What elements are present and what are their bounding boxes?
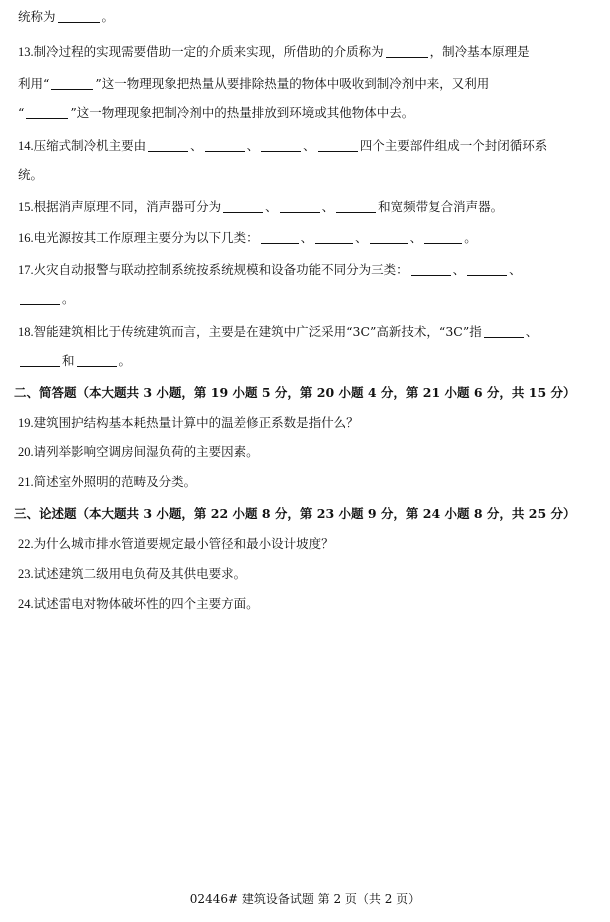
question-text: 。 xyxy=(118,353,132,368)
answer-blank[interactable] xyxy=(26,105,68,119)
separator: 、 xyxy=(300,230,314,245)
question-number: 16. xyxy=(18,231,34,245)
answer-blank[interactable] xyxy=(315,230,353,244)
question-13-line-3 xyxy=(18,104,596,122)
separator: 、 xyxy=(452,262,466,277)
separator: 、 xyxy=(321,199,335,214)
question-number: 24. xyxy=(18,597,34,611)
answer-blank[interactable] xyxy=(318,138,358,152)
section-heading-essay xyxy=(14,505,596,523)
question-text: 电光源按其工作原理主要分为以下几类： xyxy=(33,230,259,245)
section-title: 三、论述题（本大题共 3 小题，第 22 小题 8 分，第 23 小题 9 分，第 24 小题 8 分，共 25 分） xyxy=(14,506,576,521)
answer-blank[interactable] xyxy=(467,262,507,276)
answer-blank[interactable] xyxy=(484,324,524,338)
question-17 xyxy=(18,261,596,279)
question-21 xyxy=(18,473,596,491)
answer-blank[interactable] xyxy=(261,138,301,152)
question-text: 。 xyxy=(464,230,477,245)
section-title: 二、简答题（本大题共 3 小题，第 19 小题 5 分，第 20 小题 4 分，第 21 小题 6 分，共 15 分） xyxy=(14,385,576,400)
answer-blank[interactable] xyxy=(280,199,320,213)
question-text: 和宽频带复合消声器。 xyxy=(378,199,504,214)
question-20 xyxy=(18,443,596,461)
question-number: 13. xyxy=(18,45,34,59)
question-text: 压缩式制冷机主要由 xyxy=(33,138,147,153)
answer-blank[interactable] xyxy=(370,230,408,244)
separator: 、 xyxy=(190,138,203,153)
separator: 、 xyxy=(303,138,316,153)
separator: 、 xyxy=(509,262,522,277)
question-number: 20. xyxy=(18,445,34,459)
question-16 xyxy=(18,229,596,247)
question-number: 15. xyxy=(18,200,34,214)
answer-blank[interactable] xyxy=(148,138,188,152)
answer-blank[interactable] xyxy=(51,76,93,90)
question-18 xyxy=(18,323,596,341)
question-text: 智能建筑相比于传统建筑而言，主要是在建筑中广泛采用“3C”高新技术，“3C”指 xyxy=(33,324,482,339)
line-continuation xyxy=(18,8,596,26)
question-text: 根据消声原理不同，消声器可分为 xyxy=(33,199,222,214)
page-footer: 02446# 建筑设备试题 第 2 页（共 2 页） xyxy=(189,892,421,906)
question-number: 23. xyxy=(18,567,34,581)
question-text: 制冷过程的实现需要借助一定的介质来实现，所借助的介质称为 xyxy=(33,44,384,59)
answer-blank[interactable] xyxy=(58,9,100,23)
question-number: 22. xyxy=(18,537,34,551)
question-text: “ xyxy=(18,105,25,120)
question-number: 17. xyxy=(18,263,34,277)
question-24 xyxy=(18,595,596,613)
question-text: ”这一物理现象把热量从要排除热量的物体中吸收到制冷剂中来，又利用 xyxy=(95,76,490,91)
question-text: 统。 xyxy=(18,167,44,182)
question-text: 四个主要部件组成一个封闭循环系 xyxy=(359,138,548,153)
question-number: 14. xyxy=(18,139,34,153)
question-text: 试述雷电对物体破坏性的四个主要方面。 xyxy=(33,596,259,611)
answer-blank[interactable] xyxy=(223,199,263,213)
question-text: 建筑围护结构基本耗热量计算中的温差修正系数是指什么？ xyxy=(33,415,359,430)
question-text: 请列举影响空调房间湿负荷的主要因素。 xyxy=(33,444,259,459)
question-19 xyxy=(18,414,596,432)
question-13-line-2 xyxy=(18,75,596,93)
question-22 xyxy=(18,535,596,553)
section-heading-short-answer xyxy=(14,384,596,402)
question-15 xyxy=(18,198,596,216)
question-13 xyxy=(18,43,596,61)
answer-blank[interactable] xyxy=(336,199,376,213)
answer-blank[interactable] xyxy=(77,353,117,367)
separator: 、 xyxy=(355,230,368,245)
answer-blank[interactable] xyxy=(411,262,451,276)
separator: 、 xyxy=(246,138,260,153)
separator: 、 xyxy=(525,324,539,339)
question-text: 为什么城市排水管道要规定最小管径和最小设计坡度？ xyxy=(33,536,334,551)
answer-blank[interactable] xyxy=(386,44,428,58)
question-14-line-2 xyxy=(18,166,596,184)
question-17-line-2 xyxy=(18,290,596,308)
question-text: 试述建筑二级用电负荷及其供电要求。 xyxy=(33,566,247,581)
answer-blank[interactable] xyxy=(20,291,60,305)
answer-blank[interactable] xyxy=(261,230,299,244)
question-text: ”这一物理现象把制冷剂中的热量排放到环境或其他物体中去。 xyxy=(70,105,415,120)
question-14 xyxy=(18,137,596,155)
question-text: 火灾自动报警与联动控制系统按系统规模和设备功能不同分为三类： xyxy=(33,262,409,277)
line-text: 。 xyxy=(101,9,115,24)
question-text: 简述室外照明的范畴及分类。 xyxy=(33,474,197,489)
question-number: 21. xyxy=(18,475,34,489)
question-number: 19. xyxy=(18,416,34,430)
question-number: 18. xyxy=(18,325,34,339)
question-text: ，制冷基本原理是 xyxy=(429,44,530,59)
separator: 、 xyxy=(409,230,423,245)
question-23 xyxy=(18,565,596,583)
question-text: 和 xyxy=(62,353,75,368)
line-text: 统称为 xyxy=(18,9,56,24)
separator: 、 xyxy=(265,199,278,214)
answer-blank[interactable] xyxy=(205,138,245,152)
answer-blank[interactable] xyxy=(424,230,462,244)
question-18-line-2 xyxy=(18,352,596,370)
question-text: 。 xyxy=(62,291,75,306)
answer-blank[interactable] xyxy=(20,353,60,367)
question-text: 利用“ xyxy=(18,76,50,91)
